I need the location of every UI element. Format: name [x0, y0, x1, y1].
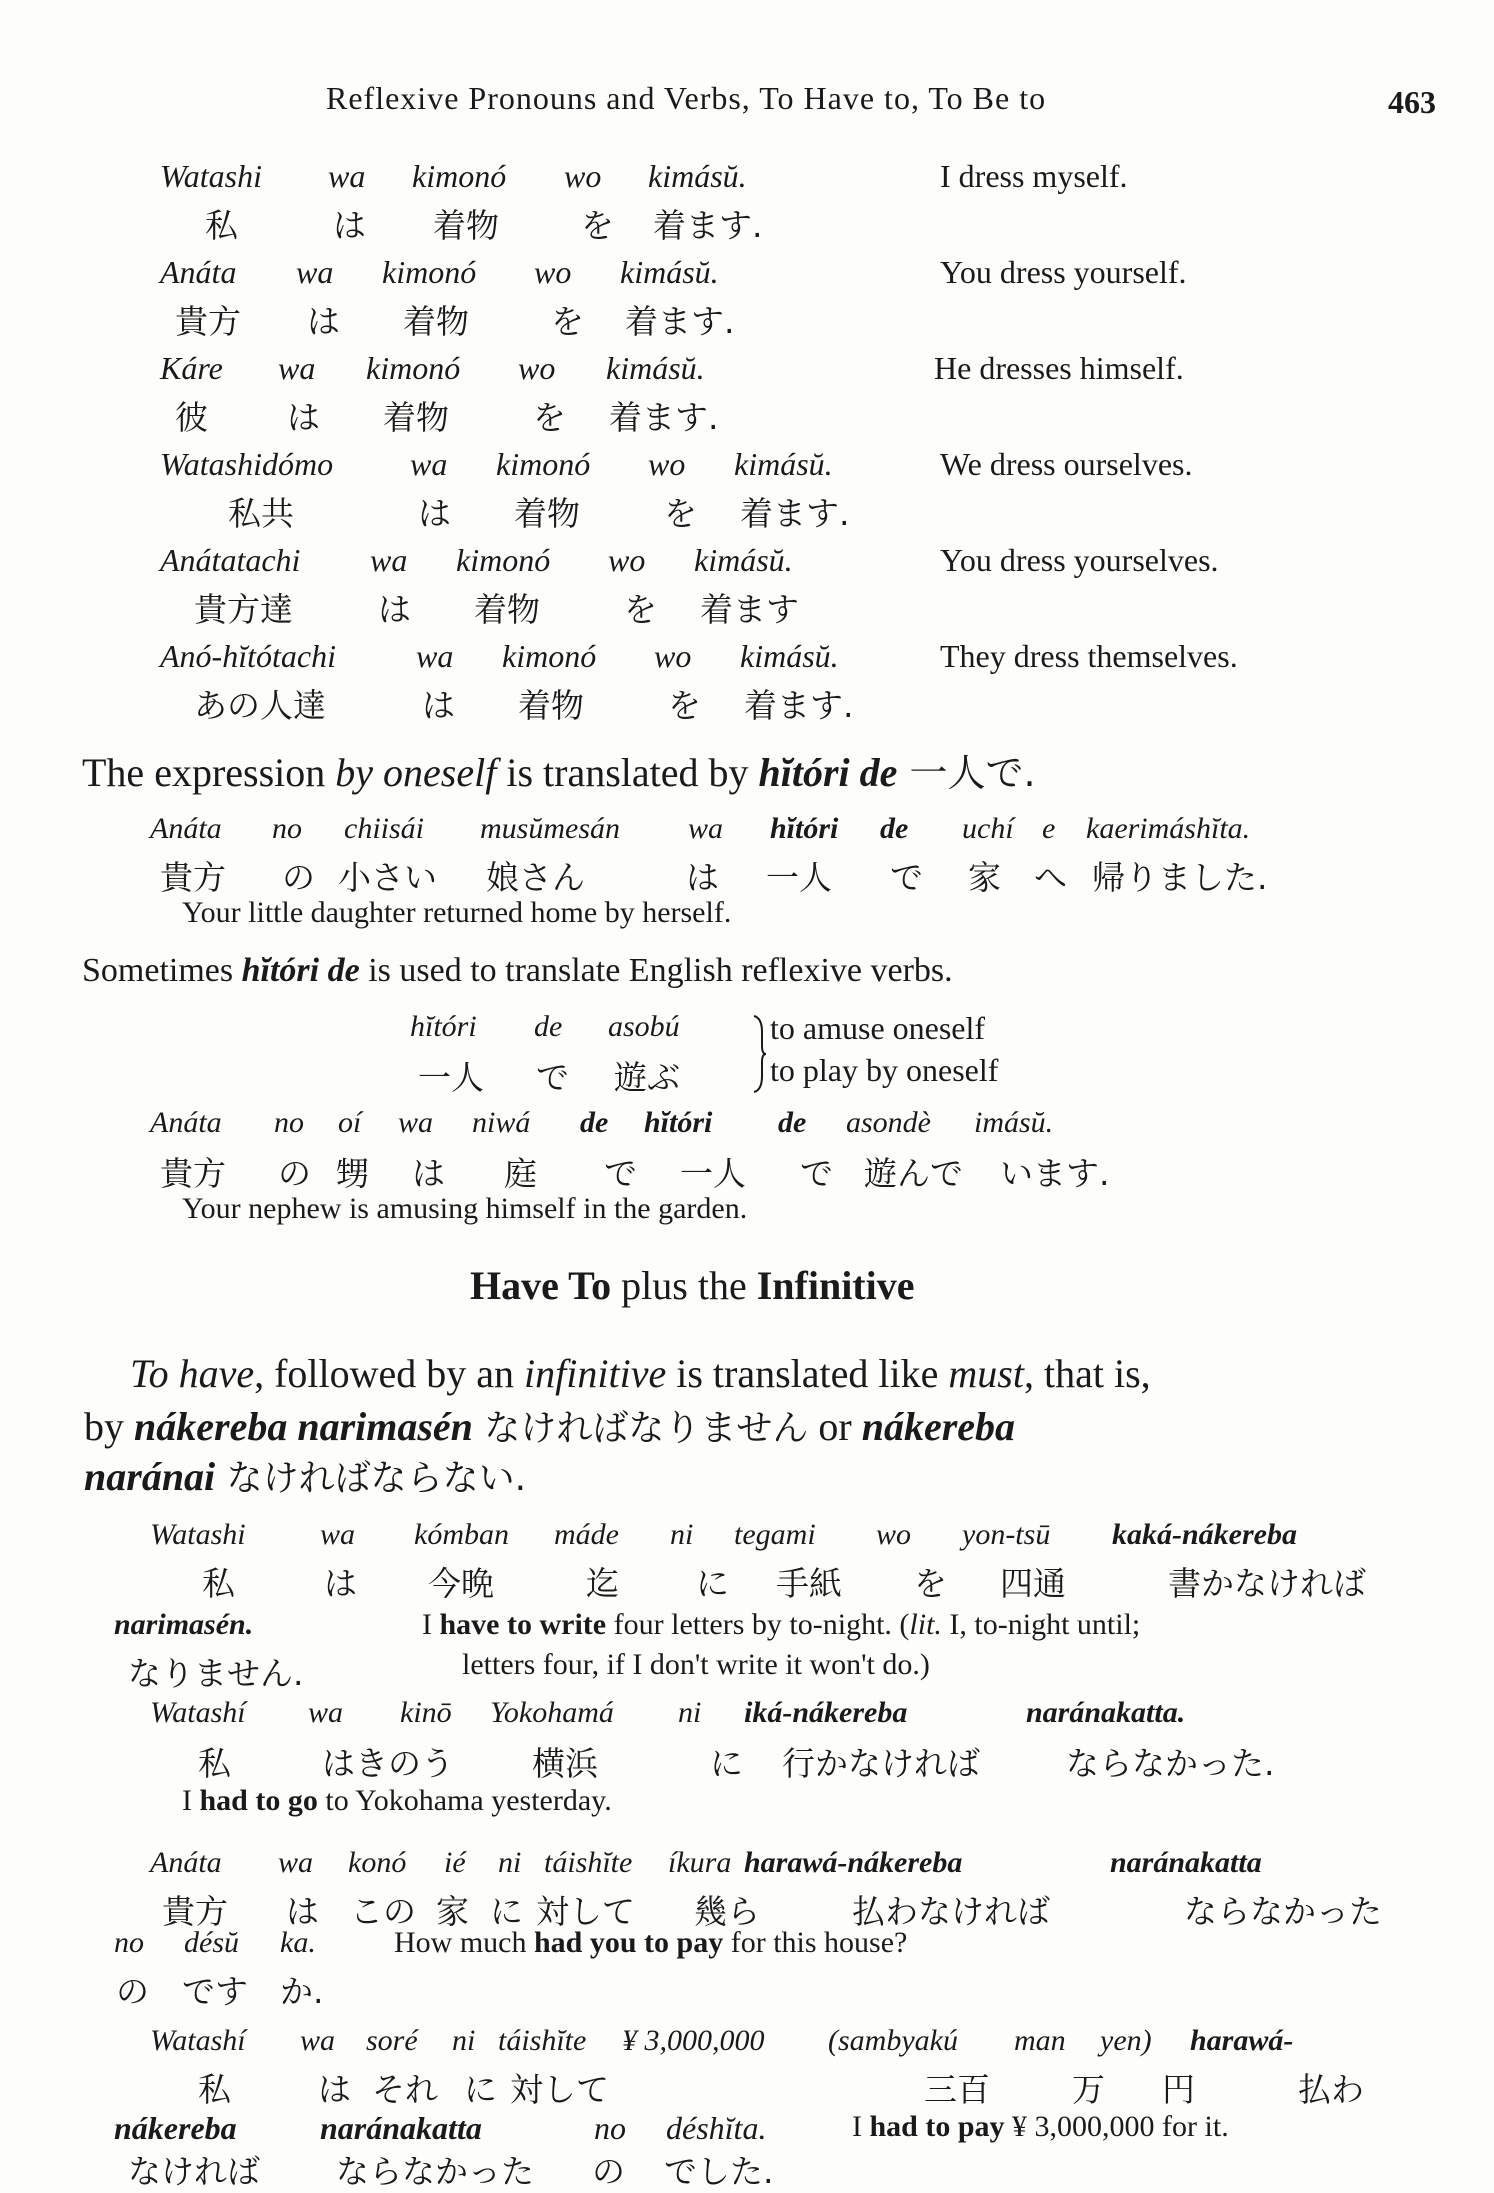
kanji-line: 彼 は 着物 を 着ます. [175, 398, 719, 437]
kanji-line: 貴方達 は 着物 を 着ます [194, 590, 799, 629]
kanji-line: 私 はきのう 横浜 に 行かなければ ならなかった. [198, 1744, 1275, 1783]
kanji-line: 私 は 着物 を 着ます. [205, 206, 763, 245]
running-header: Reflexive Pronouns and Verbs, To Have to, To Be to [326, 80, 1047, 116]
kanji-line: 一人 で 遊ぶ [418, 1058, 680, 1097]
english-translation: Your little daughter returned home by herself. [182, 896, 732, 929]
kanji-line: なりません. [128, 1654, 304, 1693]
romaji-line: Anó-hĭtótachi wa kimonó wo kimásŭ. [160, 638, 839, 674]
english-translation: How much had you to pay for this house? [394, 1926, 908, 1959]
romaji-line: Watashí wa soré ni táishĭte ¥ 3,000,000 (sambyakú man yen) harawá- [150, 2024, 1294, 2057]
romaji-line: nákereba naránakatta no déshĭta. [114, 2110, 767, 2146]
kanji-line: 貴方 は 着物 を 着ます. [175, 302, 735, 341]
kanji-line: 貴方 の 甥 は 庭 で 一人 で 遊んで います. [160, 1154, 1110, 1193]
english-translation: I have to write four letters by to-night. (lit. I, to-night until; [422, 1608, 1141, 1641]
english-translation: I had to pay ¥ 3,000,000 for it. [852, 2110, 1229, 2143]
english-translation: I dress myself. [940, 158, 1128, 194]
kanji-line: あの人達 は 着物 を 着ます. [194, 686, 854, 725]
romaji-line: Anáta no chiisái musŭmesán wa hĭtóri de uchí e kaerimáshĭta. [150, 812, 1251, 845]
kanji-line: なければ ならなかった の でした. [128, 2152, 774, 2191]
paragraph-by-oneself: The expression by oneself is translated by hĭtóri de 一人で. [82, 750, 1036, 795]
english-translation: to amuse oneself [770, 1010, 986, 1046]
romaji-line: Anáta wa konó ié ni táishĭte íkura harawá-nákereba naránakatta [150, 1846, 1262, 1879]
page-number: 463 [1388, 84, 1436, 120]
english-translation: You dress yourself. [940, 254, 1187, 290]
romaji-line: Watashí wa kinō Yokohamá ni iká-nákereba naránakatta. [150, 1696, 1186, 1729]
kanji-line: 貴方 は この 家 に 対して 幾ら 払わなければ ならなかった [162, 1892, 1382, 1931]
kanji-line: 私 は 今晩 迄 に 手紙 を 四通 書かなければ [202, 1564, 1366, 1603]
kanji-line: 私 は それ に 対して 三百 万 円 払わ [198, 2070, 1364, 2109]
english-translation: Your nephew is amusing himself in the garden. [182, 1192, 748, 1225]
romaji-line: narimasén. [114, 1608, 254, 1641]
paragraph-sometimes: Sometimes hĭtóri de is used to translate English reflexive verbs. [82, 952, 953, 989]
section-heading: Have To plus the Infinitive [470, 1263, 915, 1308]
romaji-line: Watashidómo wa kimonó wo kimásŭ. [160, 446, 833, 482]
english-translation: He dresses himself. [934, 350, 1184, 386]
kanji-line: 貴方 の 小さい 娘さん は 一人 で 家 へ 帰りました. [160, 858, 1268, 897]
romaji-line: Watashi wa kimonó wo kimásŭ. [160, 158, 747, 194]
english-translation: letters four, if I don't write it won't do.) [462, 1648, 930, 1681]
english-translation: I had to go to Yokohama yesterday. [182, 1784, 612, 1817]
kanji-line: の です か. [116, 1972, 324, 2011]
romaji-line: Watashi wa kómban máde ni tegami wo yon-tsū kaká-nákereba [150, 1518, 1297, 1551]
english-translation: to play by oneself [770, 1052, 999, 1088]
romaji-line: hĭtóri de asobú [410, 1010, 680, 1043]
kanji-line: 私共 は 着物 を 着ます. [228, 494, 850, 533]
english-translation: They dress themselves. [940, 638, 1238, 674]
english-translation: We dress ourselves. [940, 446, 1193, 482]
brace-icon [752, 1014, 768, 1094]
english-translation: You dress yourselves. [940, 542, 1219, 578]
romaji-line: Anáta wa kimonó wo kimásŭ. [160, 254, 719, 290]
romaji-line: Anáta no oí wa niwá de hĭtóri de asondè imásŭ. [150, 1106, 1054, 1139]
romaji-line: no désŭ ka. [114, 1926, 316, 1959]
romaji-line: Káre wa kimonó wo kimásŭ. [160, 350, 705, 386]
romaji-line: Anátatachi wa kimonó wo kimásŭ. [160, 542, 793, 578]
